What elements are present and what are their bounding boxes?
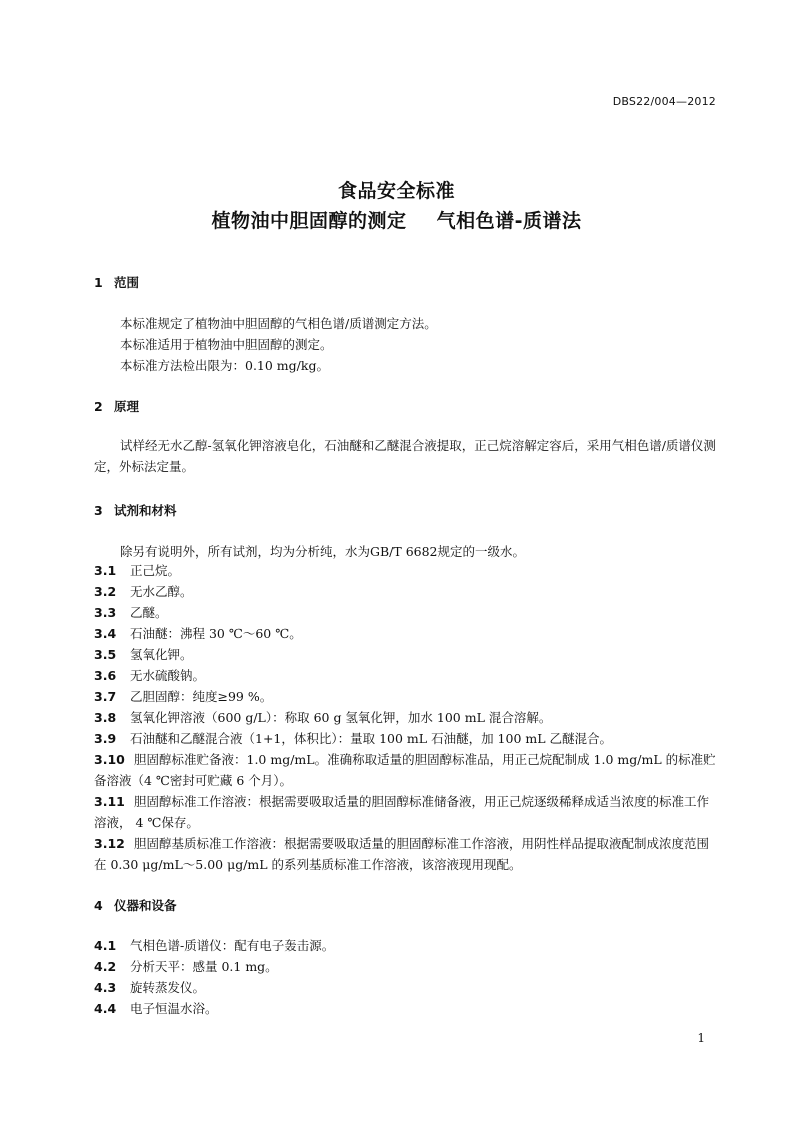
- item-number: 3.12: [94, 836, 125, 851]
- section-title: 试剂和材料: [114, 503, 177, 518]
- reagent-item: [94, 644, 720, 665]
- item-number: 3.7: [94, 689, 117, 704]
- item-text: 乙醚。: [130, 605, 168, 620]
- item-text: 胆固醇标准贮备液：1.0 mg/mL。准确称取适量的胆固醇标准品，用正己烷配制成 1.0 mg/mL 的标准贮备溶液（4 ℃密封可贮藏 6 个月）。: [94, 752, 716, 788]
- scope-line: 本标准方法检出限为：0.10 mg/kg。: [120, 358, 329, 373]
- reagents-intro: 除另有说明外，所有试剂，均为分析纯，水为GB/T 6682规定的一级水。: [120, 544, 526, 559]
- instrument-item: [94, 935, 720, 956]
- item-text: 石油醚和乙醚混合液（1+1，体积比）：量取 100 mL 石油醚，加 100 mL 乙醚混合。: [130, 731, 612, 746]
- reagent-item: [94, 749, 720, 791]
- reagent-item: [94, 791, 720, 833]
- section-number: 2: [94, 399, 103, 414]
- document-title-line2: [0, 206, 793, 233]
- item-number: 3.6: [94, 668, 117, 683]
- title-method: 气相色谱-质谱法: [436, 210, 582, 232]
- item-number: 3.1: [94, 563, 117, 578]
- page-number: 1: [697, 1031, 705, 1045]
- item-text: 无水硫酸钠。: [130, 668, 206, 683]
- item-number: 3.8: [94, 710, 117, 725]
- item-number: 3.2: [94, 584, 117, 599]
- item-number: 3.11: [94, 794, 125, 809]
- section-heading-reagents: [94, 501, 177, 519]
- item-text: 旋转蒸发仪。: [130, 980, 206, 995]
- item-number: 3.9: [94, 731, 117, 746]
- scope-line: 本标准规定了植物油中胆固醇的气相色谱/质谱测定方法。: [120, 316, 437, 331]
- item-text: 石油醚：沸程 30 ℃～60 ℃。: [130, 626, 302, 641]
- section-title: 仪器和设备: [114, 898, 177, 913]
- reagent-item: [94, 728, 720, 749]
- item-number: 4.4: [94, 1001, 117, 1016]
- reagent-item: [94, 686, 720, 707]
- section-heading-instruments: [94, 896, 177, 914]
- item-text: 无水乙醇。: [130, 584, 193, 599]
- reagent-item: [94, 833, 720, 875]
- document-title-line1: 食品安全标准: [337, 180, 455, 202]
- item-text: 正己烷。: [130, 563, 181, 578]
- item-text: 气相色谱-质谱仪：配有电子轰击源。: [130, 938, 335, 953]
- reagent-item: [94, 602, 720, 623]
- section-number: 4: [94, 898, 103, 913]
- reagent-item: [94, 581, 720, 602]
- section-title: 原理: [114, 399, 140, 414]
- principle-paragraph: 试样经无水乙醇-氢氧化钾溶液皂化，石油醚和乙醚混合液提取，正己烷溶解定容后，采用气相色谱/质谱仪测定，外标法定量。: [94, 438, 716, 474]
- item-text: 氢氧化钾。: [130, 647, 193, 662]
- item-number: 4.2: [94, 959, 117, 974]
- section-heading-scope: [94, 273, 139, 291]
- item-text: 电子恒温水浴。: [130, 1001, 218, 1016]
- item-number: 4.1: [94, 938, 117, 953]
- item-text: 胆固醇基质标准工作溶液：根据需要吸取适量的胆固醇标准工作溶液，用阴性样品提取液配制成浓度范围在 0.30 μg/mL～5.00 μg/mL 的系列基质标准工作溶液，该溶液现用现配。: [94, 836, 710, 872]
- item-text: 氢氧化钾溶液（600 g/L）：称取 60 g 氢氧化钾，加水 100 mL 混合溶解。: [130, 710, 552, 725]
- item-number: 3.4: [94, 626, 117, 641]
- scope-line: 本标准适用于植物油中胆固醇的测定。: [120, 337, 333, 352]
- title-subject: 植物油中胆固醇的测定: [211, 210, 407, 232]
- item-number: 3.5: [94, 647, 117, 662]
- reagent-item: [94, 623, 720, 644]
- item-text: 分析天平：感量 0.1 mg。: [130, 959, 278, 974]
- reagent-item: [94, 707, 720, 728]
- reagent-item: [94, 560, 720, 581]
- document-code: DBS22/004—2012: [612, 95, 716, 108]
- section-number: 1: [94, 275, 103, 290]
- item-text: 乙胆固醇：纯度≥99 %。: [130, 689, 273, 704]
- section-title: 范围: [114, 275, 140, 290]
- item-number: 3.10: [94, 752, 125, 767]
- instrument-item: [94, 977, 720, 998]
- instrument-item: [94, 998, 720, 1019]
- section-heading-principle: [94, 397, 139, 415]
- item-number: 3.3: [94, 605, 117, 620]
- section-number: 3: [94, 503, 103, 518]
- reagent-item: [94, 665, 720, 686]
- instrument-item: [94, 956, 720, 977]
- item-text: 胆固醇标准工作溶液：根据需要吸取适量的胆固醇标准储备液，用正己烷逐级稀释成适当浓度的标准工作溶液， 4 ℃保存。: [94, 794, 710, 830]
- item-number: 4.3: [94, 980, 117, 995]
